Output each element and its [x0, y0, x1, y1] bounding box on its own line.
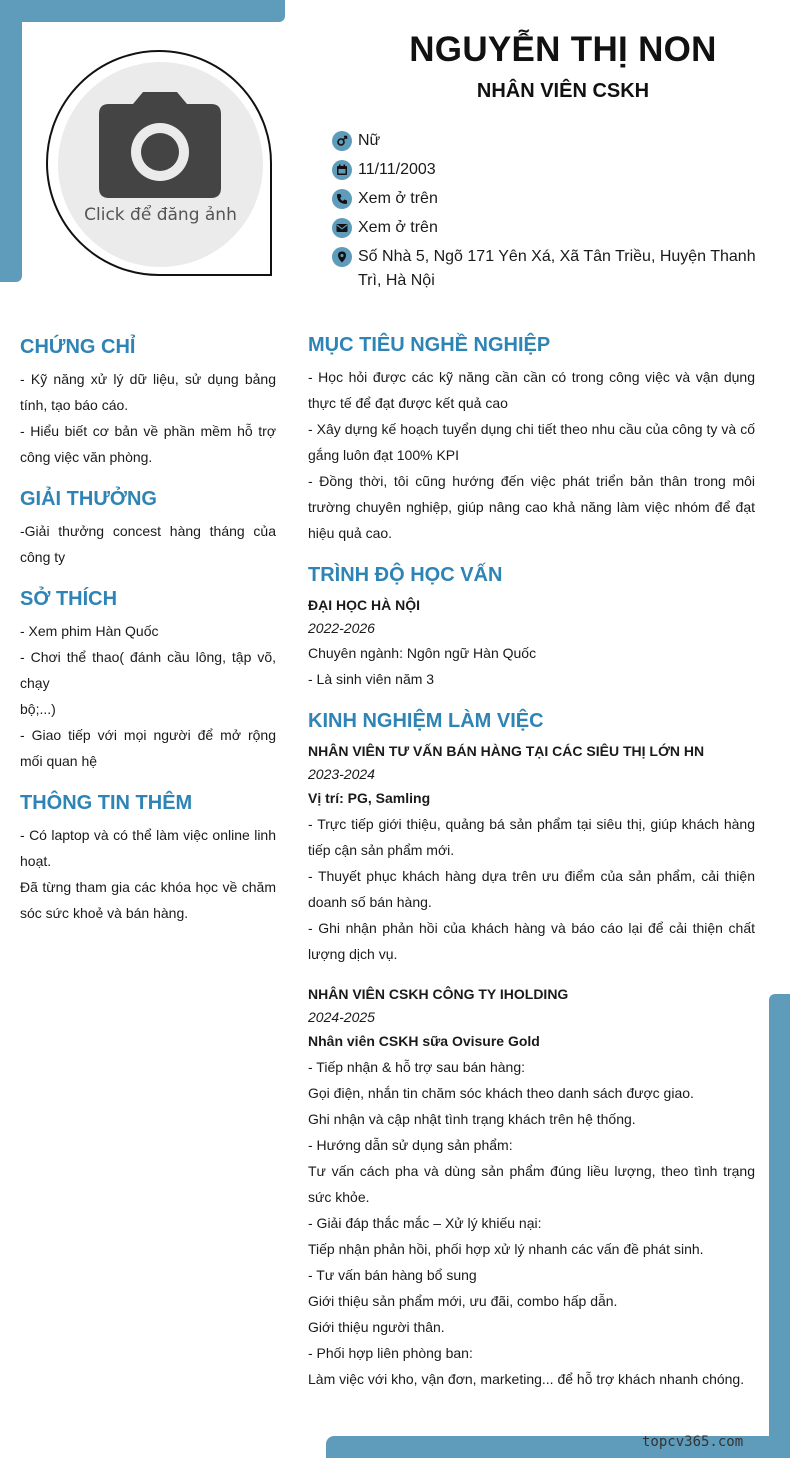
job-duty: Tư vấn cách pha và dùng sản phẩm đúng liều lượng, theo tình trạng sức khỏe. [308, 1163, 755, 1205]
contact-birthday-text: 11/11/2003 [358, 161, 436, 178]
job-duty: - Ghi nhận phản hồi của khách hàng và báo cáo lại để cải thiện chất lượng dịch vụ. [308, 920, 755, 962]
job-duty: Giới thiệu sản phẩm mới, ưu đãi, combo hấp dẫn. [308, 1293, 618, 1309]
calendar-icon [332, 160, 352, 180]
certificate-item: - Hiểu biết cơ bản về phần mềm hỗ trợ công việc văn phòng. [20, 423, 276, 465]
objective-item: - Xây dựng kế hoạch tuyển dụng chi tiết theo nhu cầu của công ty và cố gắng luôn đạt 100% KPI [308, 421, 755, 463]
education-section [308, 562, 755, 692]
objective-item: - Học hỏi được các kỹ năng cần cần có trong công việc và vận dụng thực tế để đạt được kết quả cao [308, 369, 755, 411]
job-duty: - Tiếp nhận & hỗ trợ sau bán hàng: [308, 1059, 525, 1075]
job-role: Nhân viên CSKH sữa Ovisure Gold [308, 1033, 540, 1049]
site-watermark: topcv365.com [642, 1434, 744, 1450]
certificates-section [20, 334, 276, 470]
extra-info-item: Đã từng tham gia các khóa học về chăm sóc sức khoẻ và bán hàng. [20, 879, 276, 921]
avatar-upload-button[interactable] [58, 62, 263, 267]
left-column [20, 334, 276, 942]
contact-birthday [332, 158, 772, 182]
certificates-title: CHỨNG CHỈ [20, 336, 136, 358]
hobby-item: - Chơi thể thao( đánh cầu lông, tập võ, chạy [20, 649, 276, 691]
job-years: 2023-2024 [308, 766, 375, 782]
job-entry [308, 983, 755, 1392]
contact-gender-text: Nữ [358, 132, 381, 149]
phone-icon [332, 189, 352, 209]
contact-gender [332, 129, 772, 153]
extra-info-title: THÔNG TIN THÊM [20, 792, 193, 814]
job-company: NHÂN VIÊN CSKH CÔNG TY IHOLDING [308, 986, 569, 1002]
contact-email-text: Xem ở trên [358, 219, 438, 236]
location-icon [332, 247, 352, 267]
education-title: TRÌNH ĐỘ HỌC VẤN [308, 564, 503, 586]
experience-title: KINH NGHIỆM LÀM VIỆC [308, 710, 544, 732]
education-item: - Là sinh viên năm 3 [308, 671, 435, 687]
job-duty: Tiếp nhận phản hồi, phối hợp xử lý nhanh các vấn đề phát sinh. [308, 1241, 704, 1257]
hobbies-title: SỞ THÍCH [20, 588, 118, 610]
job-title: NHÂN VIÊN CSKH [476, 80, 650, 102]
education-years: 2022-2026 [308, 620, 375, 636]
candidate-name: NGUYỄN THỊ NON [409, 30, 717, 69]
job-duty: Làm việc với kho, vận đơn, marketing... để hỗ trợ khách nhanh chóng. [308, 1371, 745, 1387]
contact-address [332, 245, 772, 293]
job-entry [308, 740, 755, 967]
right-column [308, 332, 755, 1408]
gender-icon [332, 131, 352, 151]
job-duty: - Tư vấn bán hàng bổ sung [308, 1267, 477, 1283]
objective-item: - Đồng thời, tôi cũng hướng đến việc phát triển bản thân trong môi trường chuyên nghiệp, giúp nâng cao khả năng làm việc nhóm để đạt hiệu quả cao. [308, 473, 755, 541]
email-icon [332, 218, 352, 238]
hobby-item: - Giao tiếp với mọi người để mở rộng mối quan hệ [20, 727, 276, 769]
extra-info-section [20, 790, 276, 926]
decor-bar-top [0, 0, 285, 22]
decor-bar-right [769, 994, 790, 1458]
school-name: ĐẠI HỌC HÀ NỘI [308, 597, 420, 613]
avatar-caption: Click để đăng ảnh [84, 205, 237, 225]
job-duty: - Giải đáp thắc mắc – Xử lý khiếu nại: [308, 1215, 542, 1231]
hobby-item: - Xem phim Hàn Quốc [20, 623, 159, 639]
camera-icon [99, 92, 221, 198]
decor-bar-left [0, 0, 22, 282]
job-role: Vị trí: PG, Samling [308, 790, 431, 806]
objective-section [308, 332, 755, 546]
extra-info-item: - Có laptop và có thể làm việc online linh hoạt. [20, 827, 276, 869]
hobbies-section [20, 586, 276, 774]
certificate-item: - Kỹ năng xử lý dữ liệu, sử dụng bảng tính, tạo báo cáo. [20, 371, 276, 413]
job-duty: Giới thiệu người thân. [308, 1319, 445, 1335]
award-item: -Giải thưởng concest hàng tháng của công ty [20, 523, 276, 565]
contact-email[interactable] [332, 216, 772, 240]
experience-section [308, 708, 755, 1392]
contact-list [332, 129, 772, 298]
hobby-item: bộ;...) [20, 701, 56, 717]
spacer [308, 967, 755, 983]
job-duty: - Hướng dẫn sử dụng sản phẩm: [308, 1137, 513, 1153]
contact-address-text: Số Nhà 5, Ngõ 171 Yên Xá, Xã Tân Triều, Huyện Thanh Trì, Hà Nội [358, 248, 756, 289]
job-duty: - Thuyết phục khách hàng dựa trên ưu điểm của sản phẩm, cải thiện doanh số bán hàng. [308, 868, 755, 910]
job-duty: Ghi nhận và cập nhật tình trạng khách trên hệ thống. [308, 1111, 636, 1127]
contact-phone-text: Xem ở trên [358, 190, 438, 207]
objective-title: MỤC TIÊU NGHỀ NGHIỆP [308, 334, 551, 356]
education-item: Chuyên ngành: Ngôn ngữ Hàn Quốc [308, 645, 537, 661]
job-company: NHÂN VIÊN TƯ VẤN BÁN HÀNG TẠI CÁC SIÊU THỊ LỚN HN [308, 743, 705, 759]
job-duty: - Phối hợp liên phòng ban: [308, 1345, 473, 1361]
awards-section [20, 486, 276, 570]
awards-title: GIẢI THƯỞNG [20, 488, 157, 510]
contact-phone[interactable] [332, 187, 772, 211]
job-duty: Gọi điện, nhắn tin chăm sóc khách theo danh sách được giao. [308, 1085, 694, 1101]
job-duty: - Trực tiếp giới thiệu, quảng bá sản phẩm tại siêu thị, giúp khách hàng tiếp cận sản phẩm mới. [308, 816, 755, 858]
job-years: 2024-2025 [308, 1009, 375, 1025]
